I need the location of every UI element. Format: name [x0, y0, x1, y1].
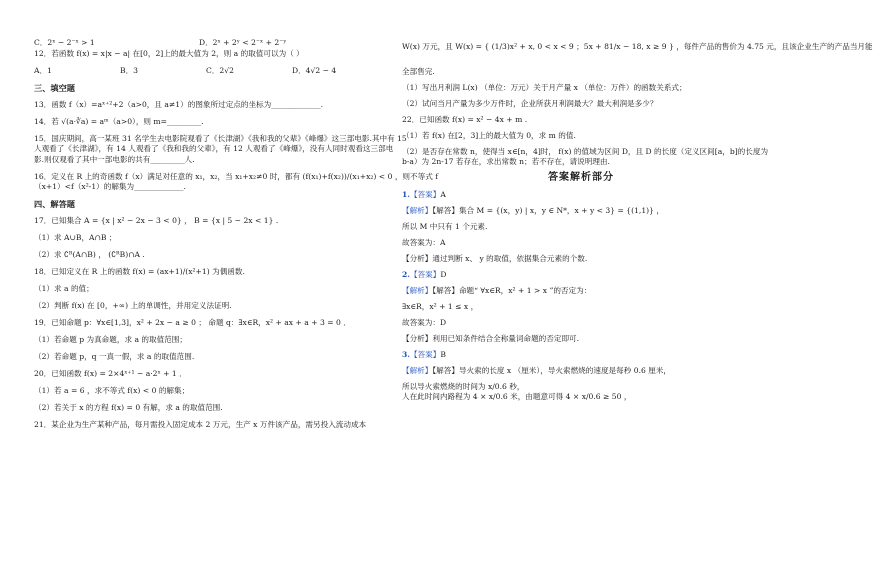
- text-line: 全部售完.: [402, 66, 435, 76]
- option-row: [34, 38, 392, 49]
- text-line: 【分析】通过判断 x、 y 的取值，依据集合元素的个数.: [402, 253, 588, 263]
- answer-label: 【答案】: [409, 269, 441, 279]
- analysis-line: [402, 206, 760, 217]
- text-line: ∃x∈R，x² + 1 ≤ x ，: [402, 301, 479, 311]
- text-line: 17．已知集合 A = {x | x² − 2x − 3 < 0} ， B = {x | 5 − 2x < 1} .: [34, 216, 279, 225]
- text-line: 21．某企业为生产某种产品，每月需投入固定成本 2 万元，生产 x 万件该产品，需另投入流动成本: [34, 420, 367, 429]
- text-line: 影.则仅观看了其中一部电影的共有_________人.: [34, 154, 195, 164]
- text-line: （1）求 a 的值；: [34, 284, 94, 293]
- right-column: [402, 38, 873, 403]
- answer-section-title: 答案解析部分: [548, 172, 614, 183]
- text-line: （1）求 A∪B，A∩B ；: [34, 233, 117, 242]
- analysis-label: 【解析】: [402, 285, 433, 295]
- option-item: C．2√2: [206, 65, 234, 75]
- text-line: （2）若关于 x 的方程 f(x) = 0 有解，求 a 的取值范围.: [34, 403, 223, 412]
- analysis-label: 【解析】: [402, 365, 433, 375]
- analysis-label: 【解析】: [402, 205, 433, 215]
- text-line: 人在此时间内路程为 4 × x/0.6 米，由题意可得 4 × x/0.6 ≥ 50 ，: [402, 392, 632, 401]
- section-heading: 三、填空题: [34, 82, 75, 93]
- text-line: 16．定义在 R 上的奇函数 f（x）满足对任意的 x₁，x₂，当 x₁+x₂≠0 时，都有 (f(x₁)+f(x₂))/(x₁+x₂) < 0 ，则不等式 f: [34, 171, 439, 181]
- section-heading: 四、解答题: [34, 199, 75, 209]
- analysis-text: 【解答】集合 M = {(x，y) | x，y ∈ N*，x + y < 3} = {(1,1)} ，: [432, 205, 664, 215]
- text-line: b-a）为 2n-17 若存在，求出常数 n；若不存在，请说明理由.: [402, 157, 610, 166]
- text-line: 12．若函数 f(x) = x|x − a| 在[0，2]上的最大值为 2，则 a 的取值可以为（ ）: [34, 48, 304, 58]
- answer-number: 1.: [402, 189, 410, 199]
- answer-label: 【答案】: [409, 349, 441, 359]
- text-line: （1）若命题 p 为真命题，求 a 的取值范围；: [34, 335, 187, 344]
- text-line: （x+1）<f（x²-1）的解集为_____________.: [34, 182, 186, 191]
- option-item: C．2ˣ − 2⁻ˣ > 1: [34, 38, 95, 47]
- text-line: （1）写出月利润 L(x) （单位：万元）关于月产量 x （单位：万件）的函数关系式；: [402, 82, 687, 92]
- answer-value: D: [440, 269, 447, 279]
- text-line: 人观看了《长津湖》，有 14 人观看了《我和我的父辈》，有 12 人观看了《峰爆》，没有人同时观看这三部电: [34, 144, 394, 153]
- text-line: （2）判断 f(x) 在 [0，+∞) 上的单调性，并用定义法证明.: [34, 301, 232, 310]
- analysis-line: [402, 286, 760, 297]
- text-line: 15．国庆期间，高一某班 31 名学生去电影院观看了《长津湖》《我和我的父辈》《峰爆》这三部电影.其中有 15: [34, 133, 407, 143]
- option-row: [34, 66, 392, 77]
- text-line: W(x) 万元，且 W(x) = { (1/3)x² + x, 0 < x < 9 ；5x + 81/x − 18, x ≥ 9 } ，每件产品的售价为 4.75 元，且该企业生产的产品当月能: [402, 42, 873, 51]
- text-line: 20．已知函数 f(x) = 2×4ˣ⁺¹ − a·2ˣ + 1 ．: [34, 369, 187, 378]
- text-line: 22．已知函数 f(x) = x² − 4x + m .: [402, 114, 528, 124]
- text-line: 故答案为：A: [402, 237, 446, 247]
- text-line: （2）是否存在常数 n，使得当 x∈[n，4]时， f(x) 的值域为区间 D，且 D 的长度（定义区间[a，b]的长度为: [402, 146, 769, 156]
- answer-line: [402, 190, 760, 201]
- answer-value: A: [440, 189, 446, 199]
- text-line: （1）若 f(x) 在[2，3]上的最大值为 0，求 m 的值.: [402, 130, 576, 140]
- text-line: 13．函数 f（x）=aˣ⁺²+2（a>0，且 a≠1）的图象所过定点的坐标为_____________.: [34, 99, 324, 109]
- text-line: 故答案为：D: [402, 317, 447, 327]
- text-line: （1）若 a = 6 ，求不等式 f(x) < 0 的解集；: [34, 386, 190, 395]
- text-line: 所以导火索燃烧的时间为 x/0.6 秒，: [402, 381, 525, 391]
- analysis-text: 【解答】命题“ ∀x∈R，x² + 1 > x ”的否定为：: [432, 285, 592, 295]
- option-item: B．3: [120, 65, 139, 75]
- option-item: D．2ˣ + 2ʸ < 2⁻ˣ + 2⁻ʸ: [199, 38, 287, 47]
- text-line: 所以 M 中只有 1 个元素.: [402, 221, 488, 231]
- text-line: 14．若 √(a·∛a) = aᵐ（a>0），则 m=_________.: [34, 116, 204, 126]
- text-line: 18．已知定义在 R 上的函数 f(x) = (ax+1)/(x²+1) 为偶函数.: [34, 267, 245, 276]
- answer-number: 3.: [402, 349, 410, 359]
- answer-line: [402, 270, 760, 281]
- text-line: 19．已知命题 p：∀x∈[1,3]，x² + 2x − a ≥ 0 ； 命题 q：∃x∈R，x² + ax + a + 3 = 0 ．: [34, 318, 351, 327]
- analysis-text: 【解答】导火索的长度 x （厘米），导火索燃烧的速度是每秒 0.6 厘米，: [432, 365, 672, 375]
- text-line: 【分析】利用已知条件结合全称量词命题的否定即可.: [402, 333, 580, 343]
- text-line: （2）求 ∁ᴿ(A∩B) ， (∁ᴿB)∩A .: [34, 250, 145, 259]
- text-line: （2）试问当月产量为多少万件时，企业所获月利润最大？最大利润是多少？: [402, 98, 658, 108]
- answer-number: 2.: [402, 269, 410, 279]
- option-item: A．1: [34, 65, 52, 75]
- answer-value: B: [440, 349, 446, 359]
- answer-line: [402, 350, 760, 361]
- option-item: D．4√2 − 4: [292, 65, 337, 75]
- analysis-line: [402, 366, 760, 377]
- answer-label: 【答案】: [409, 189, 441, 199]
- text-line: （2）若命题 p，q 一真一假，求 a 的取值范围.: [34, 352, 195, 361]
